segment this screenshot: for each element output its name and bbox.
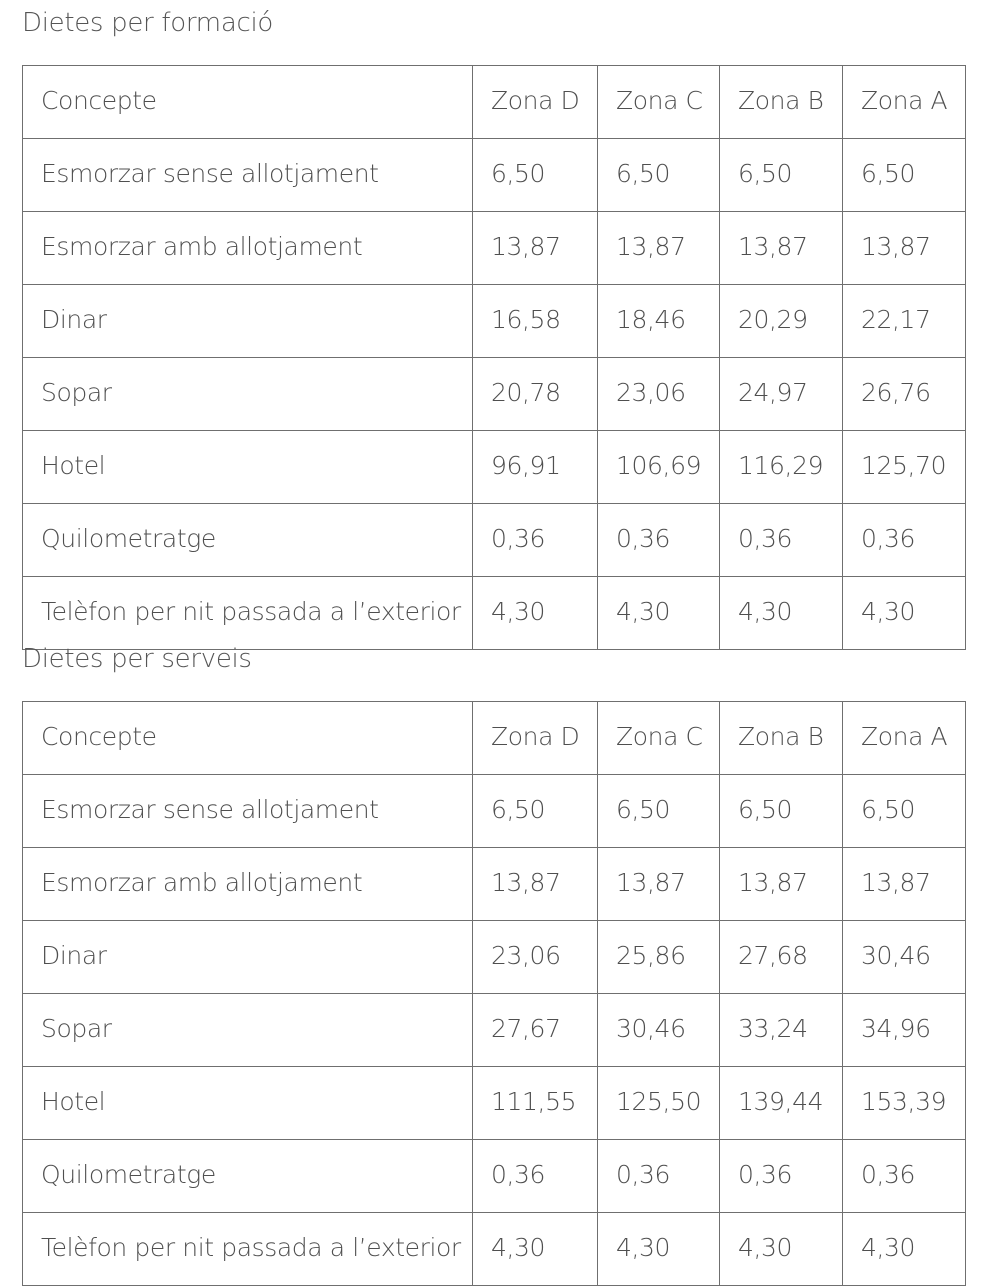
amount-cell: 0,36 <box>720 1140 843 1213</box>
concept-cell: Hotel <box>23 1067 473 1140</box>
column-header-zone: Zona B <box>720 702 843 775</box>
column-header-zone: Zona D <box>473 66 598 139</box>
amount-cell: 33,24 <box>720 994 843 1067</box>
amount-cell: 13,87 <box>843 848 966 921</box>
amount-cell: 24,97 <box>720 358 843 431</box>
amount-cell: 0,36 <box>720 504 843 577</box>
table-dietes-serveis <box>22 701 966 1286</box>
amount-cell: 23,06 <box>473 921 598 994</box>
amount-cell: 4,30 <box>473 1213 598 1286</box>
table-row <box>23 577 966 650</box>
table-header-row <box>23 702 966 775</box>
amount-cell: 106,69 <box>598 431 720 504</box>
amount-cell: 6,50 <box>720 139 843 212</box>
concept-cell: Hotel <box>23 431 473 504</box>
amount-cell: 27,67 <box>473 994 598 1067</box>
amount-cell: 125,50 <box>598 1067 720 1140</box>
amount-cell: 13,87 <box>843 212 966 285</box>
table-row <box>23 1067 966 1140</box>
amount-cell: 30,46 <box>843 921 966 994</box>
amount-cell: 0,36 <box>843 1140 966 1213</box>
concept-cell: Esmorzar amb allotjament <box>23 848 473 921</box>
amount-cell: 0,36 <box>598 1140 720 1213</box>
amount-cell: 13,87 <box>473 848 598 921</box>
amount-cell: 6,50 <box>598 775 720 848</box>
amount-cell: 13,87 <box>598 848 720 921</box>
table-row <box>23 358 966 431</box>
concept-cell: Esmorzar sense allotjament <box>23 775 473 848</box>
amount-cell: 4,30 <box>598 1213 720 1286</box>
amount-cell: 6,50 <box>720 775 843 848</box>
amount-cell: 4,30 <box>720 1213 843 1286</box>
amount-cell: 26,76 <box>843 358 966 431</box>
table-row <box>23 139 966 212</box>
table-dietes-formacio <box>22 65 966 650</box>
column-header-zone: Zona A <box>843 66 966 139</box>
amount-cell: 4,30 <box>843 577 966 650</box>
column-header-zone: Zona C <box>598 66 720 139</box>
amount-cell: 0,36 <box>473 1140 598 1213</box>
amount-cell: 18,46 <box>598 285 720 358</box>
concept-cell: Quilometratge <box>23 1140 473 1213</box>
concept-cell: Telèfon per nit passada a l’exterior <box>23 577 473 650</box>
amount-cell: 116,29 <box>720 431 843 504</box>
table-row <box>23 285 966 358</box>
amount-cell: 4,30 <box>720 577 843 650</box>
column-header-zone: Zona D <box>473 702 598 775</box>
column-header-concept: Concepte <box>23 66 473 139</box>
concept-cell: Dinar <box>23 921 473 994</box>
amount-cell: 13,87 <box>473 212 598 285</box>
amount-cell: 20,78 <box>473 358 598 431</box>
amount-cell: 30,46 <box>598 994 720 1067</box>
amount-cell: 125,70 <box>843 431 966 504</box>
table-header-row <box>23 66 966 139</box>
amount-cell: 139,44 <box>720 1067 843 1140</box>
amount-cell: 13,87 <box>720 848 843 921</box>
amount-cell: 0,36 <box>598 504 720 577</box>
concept-cell: Telèfon per nit passada a l’exterior <box>23 1213 473 1286</box>
column-header-zone: Zona B <box>720 66 843 139</box>
amount-cell: 0,36 <box>473 504 598 577</box>
amount-cell: 23,06 <box>598 358 720 431</box>
amount-cell: 4,30 <box>598 577 720 650</box>
amount-cell: 13,87 <box>598 212 720 285</box>
column-header-concept: Concepte <box>23 702 473 775</box>
table-row <box>23 921 966 994</box>
amount-cell: 0,36 <box>843 504 966 577</box>
column-header-zone: Zona A <box>843 702 966 775</box>
amount-cell: 4,30 <box>843 1213 966 1286</box>
table-row <box>23 431 966 504</box>
table-row <box>23 504 966 577</box>
amount-cell: 22,17 <box>843 285 966 358</box>
table-row <box>23 994 966 1067</box>
amount-cell: 27,68 <box>720 921 843 994</box>
amount-cell: 4,30 <box>473 577 598 650</box>
amount-cell: 96,91 <box>473 431 598 504</box>
section-title-serveis: Dietes per serveis <box>22 644 252 674</box>
amount-cell: 6,50 <box>843 139 966 212</box>
table-row <box>23 848 966 921</box>
section-title-formacio: Dietes per formació <box>22 8 273 38</box>
column-header-zone: Zona C <box>598 702 720 775</box>
table-row <box>23 212 966 285</box>
amount-cell: 6,50 <box>843 775 966 848</box>
table-row <box>23 1213 966 1286</box>
amount-cell: 6,50 <box>473 775 598 848</box>
concept-cell: Esmorzar amb allotjament <box>23 212 473 285</box>
concept-cell: Quilometratge <box>23 504 473 577</box>
concept-cell: Sopar <box>23 994 473 1067</box>
amount-cell: 6,50 <box>598 139 720 212</box>
amount-cell: 25,86 <box>598 921 720 994</box>
amount-cell: 111,55 <box>473 1067 598 1140</box>
amount-cell: 16,58 <box>473 285 598 358</box>
amount-cell: 20,29 <box>720 285 843 358</box>
amount-cell: 6,50 <box>473 139 598 212</box>
concept-cell: Esmorzar sense allotjament <box>23 139 473 212</box>
amount-cell: 13,87 <box>720 212 843 285</box>
table-row <box>23 775 966 848</box>
amount-cell: 34,96 <box>843 994 966 1067</box>
concept-cell: Dinar <box>23 285 473 358</box>
concept-cell: Sopar <box>23 358 473 431</box>
amount-cell: 153,39 <box>843 1067 966 1140</box>
table-row <box>23 1140 966 1213</box>
